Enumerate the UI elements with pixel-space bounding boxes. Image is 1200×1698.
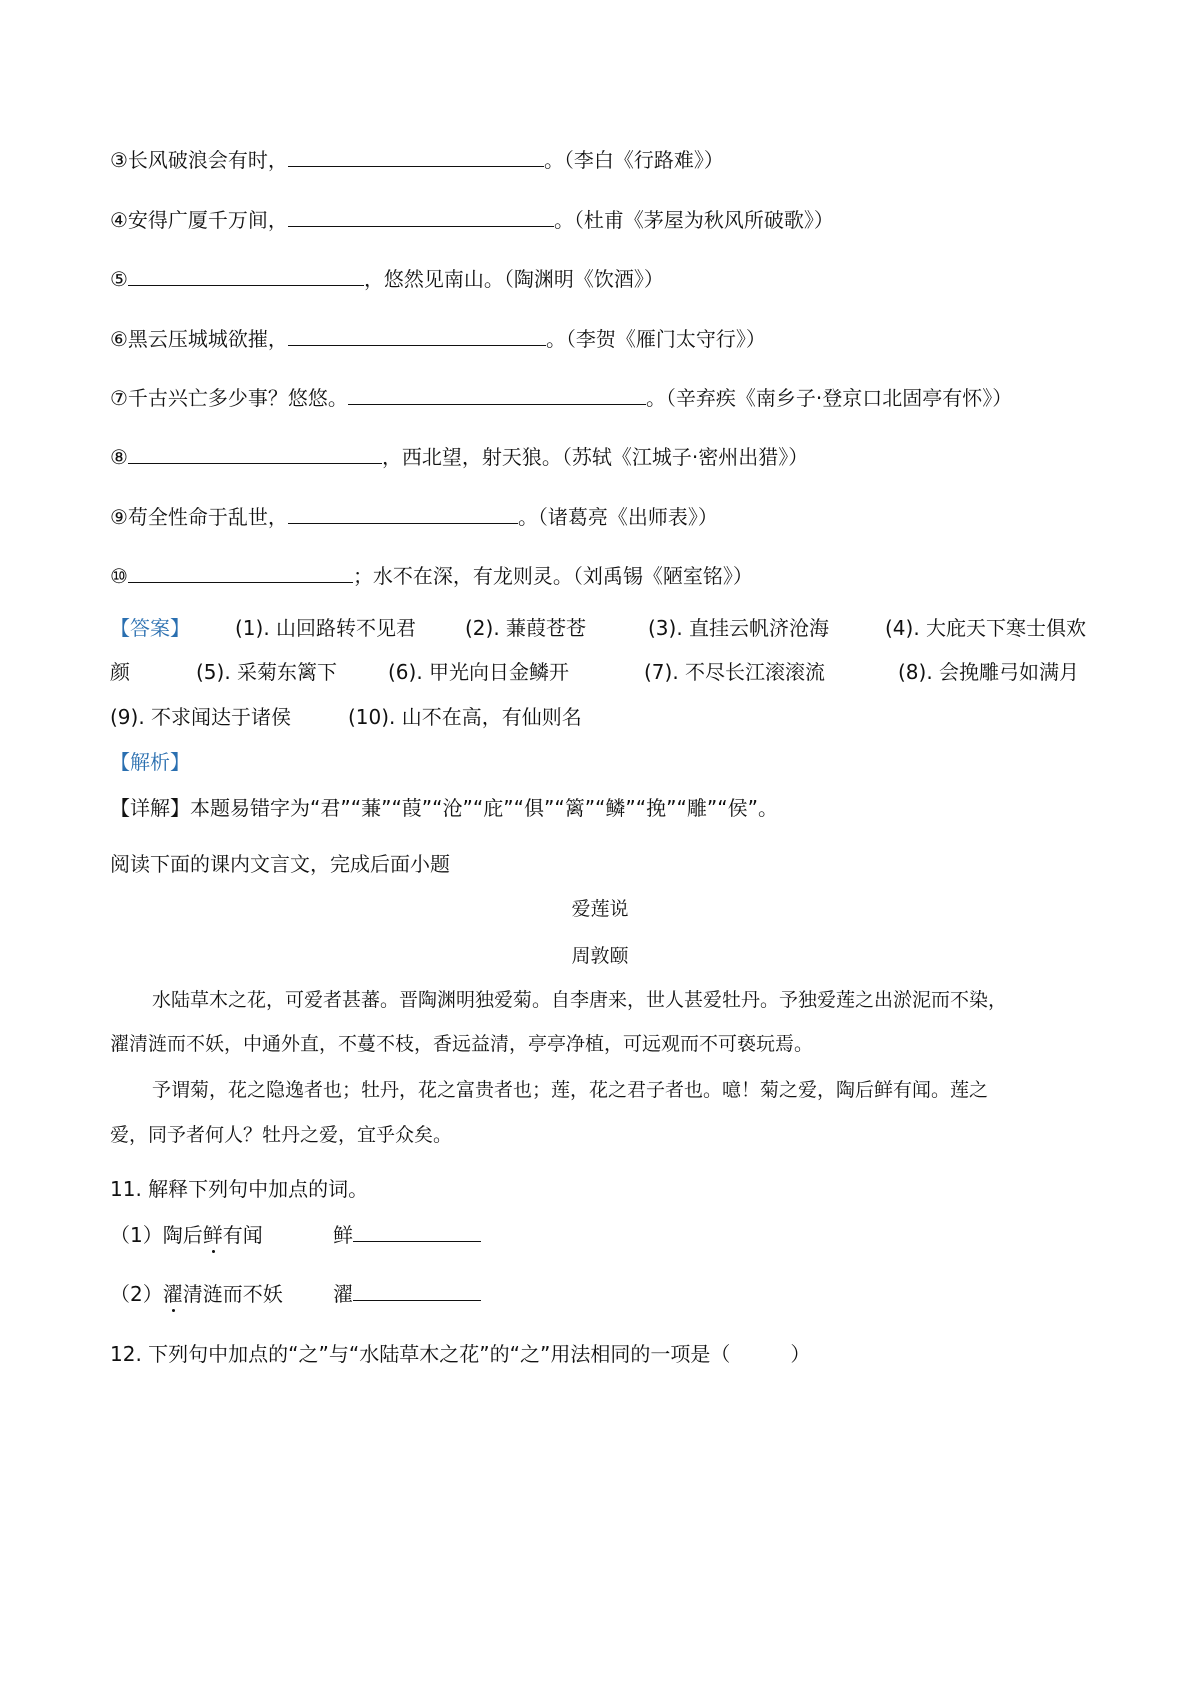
answer-item-6: (6). 甲光向日金鳞开	[388, 660, 570, 684]
target-word: 鲜	[333, 1223, 353, 1247]
question-11-answer-2	[333, 1280, 481, 1308]
article-paragraph-2-line-2: 爱，同予者何人？牡丹之爱，宜乎众矣。	[110, 1124, 453, 1146]
article-paragraph-1-line-1: 水陆草木之花，可爱者甚蕃。晋陶渊明独爱菊。自李唐来，世人甚爱牡丹。予独爱莲之出淤泥而不染，	[152, 989, 1008, 1011]
answer-item-9: (9). 不求闻达于诸侯	[110, 705, 292, 729]
answer-item-7: (7). 不尽长江滚滚流	[644, 660, 826, 684]
fill-text: ⑨苟全性命于乱世，	[110, 505, 288, 529]
fill-source: 。（李白《行路难》）	[543, 148, 724, 172]
article-paragraph-2-line-1: 予谓菊，花之隐逸者也；牡丹，花之富贵者也；莲，花之君子者也。噫！菊之爱，陶后鲜有闻。莲之	[152, 1079, 989, 1101]
fill-item-9	[110, 503, 718, 531]
answer-blank[interactable]	[288, 325, 546, 346]
fill-source: ，悠然见南山。（陶渊明《饮酒》）	[363, 267, 664, 291]
answer-item-8: (8). 会挽雕弓如满月	[898, 660, 1080, 684]
answer-blank[interactable]	[128, 562, 353, 583]
answer-label: 【答案】	[110, 616, 190, 640]
dotted-word: 濯	[162, 1282, 183, 1306]
sub-question-text: 清涟而不妖	[182, 1282, 283, 1306]
fill-text: ⑩	[110, 564, 128, 588]
article-title: 爱莲说	[571, 898, 629, 920]
fill-text: ③长风破浪会有时，	[110, 148, 288, 172]
answer-blank[interactable]	[353, 1221, 481, 1242]
analysis-label: 【解析】	[110, 750, 190, 774]
answer-blank[interactable]	[128, 265, 364, 286]
fill-item-7	[110, 384, 1012, 412]
fill-item-6	[110, 325, 766, 353]
answer-blank[interactable]	[288, 206, 554, 227]
fill-item-4	[110, 206, 834, 234]
answer-item-5: (5). 采菊东篱下	[196, 660, 338, 684]
fill-item-8	[110, 443, 808, 471]
fill-text: ⑦千古兴亡多少事？悠悠。	[110, 386, 348, 410]
dotted-word: 鲜	[202, 1223, 223, 1247]
answer-item-4-cont: 颜	[110, 660, 130, 684]
article-paragraph-1-line-2: 濯清涟而不妖，中通外直，不蔓不枝，香远益清，亭亭净植，可远观而不可亵玩焉。	[110, 1033, 814, 1055]
answer-blank[interactable]	[288, 503, 518, 524]
answer-item-4: (4). 大庇天下寒士俱欢	[885, 616, 1087, 640]
fill-item-5	[110, 265, 664, 293]
fill-text: ⑤	[110, 267, 128, 291]
answer-item-2: (2). 蒹葭苍苍	[465, 616, 587, 640]
answer-blank[interactable]	[128, 443, 382, 464]
question-11-stem: 11. 解释下列句中加点的词。	[110, 1177, 369, 1201]
answer-item-10: (10). 山不在高，有仙则名	[348, 705, 582, 729]
fill-source: 。（诸葛亮《出师表》）	[517, 505, 718, 529]
fill-item-10	[110, 562, 753, 590]
fill-text: ④安得广厦千万间，	[110, 208, 288, 232]
answer-item-3: (3). 直挂云帆济沧海	[648, 616, 830, 640]
sub-question-text: （2）	[110, 1282, 163, 1306]
sub-question-text: （1）陶后	[110, 1223, 203, 1247]
reading-intro: 阅读下面的课内文言文，完成后面小题	[110, 852, 450, 876]
fill-source: 。（李贺《雁门太守行》）	[545, 327, 766, 351]
answer-blank[interactable]	[288, 146, 544, 167]
fill-source: 。（杜甫《茅屋为秋风所破歌》）	[553, 208, 834, 232]
question-11-answer-1	[333, 1221, 481, 1249]
fill-source: ；水不在深，有龙则灵。（刘禹锡《陋室铭》）	[352, 564, 753, 588]
fill-item-3	[110, 146, 724, 174]
fill-source: ，西北望，射天狼。（苏轼《江城子·密州出猎》）	[381, 445, 809, 469]
fill-text: ⑧	[110, 445, 128, 469]
question-11-sub-1	[110, 1221, 263, 1249]
target-word: 濯	[333, 1282, 353, 1306]
answer-blank[interactable]	[348, 384, 646, 405]
article-author: 周敦颐	[571, 945, 629, 967]
fill-text: ⑥黑云压城城欲摧，	[110, 327, 288, 351]
detail-text: 【详解】本题易错字为“君”“蒹”“葭”“沧”“庇”“俱”“篱”“鳞”“挽”“雕”“侯”。	[110, 796, 778, 820]
fill-source: 。（辛弃疾《南乡子·登京口北固亭有怀》）	[645, 386, 1013, 410]
question-12-stem: 12. 下列句中加点的“之”与“水陆草木之花”的“之”用法相同的一项是（ ）	[110, 1342, 811, 1366]
answer-item-1: (1). 山回路转不见君	[235, 616, 417, 640]
question-11-sub-2	[110, 1280, 283, 1308]
answer-blank[interactable]	[353, 1280, 481, 1301]
sub-question-text: 有闻	[222, 1223, 263, 1247]
